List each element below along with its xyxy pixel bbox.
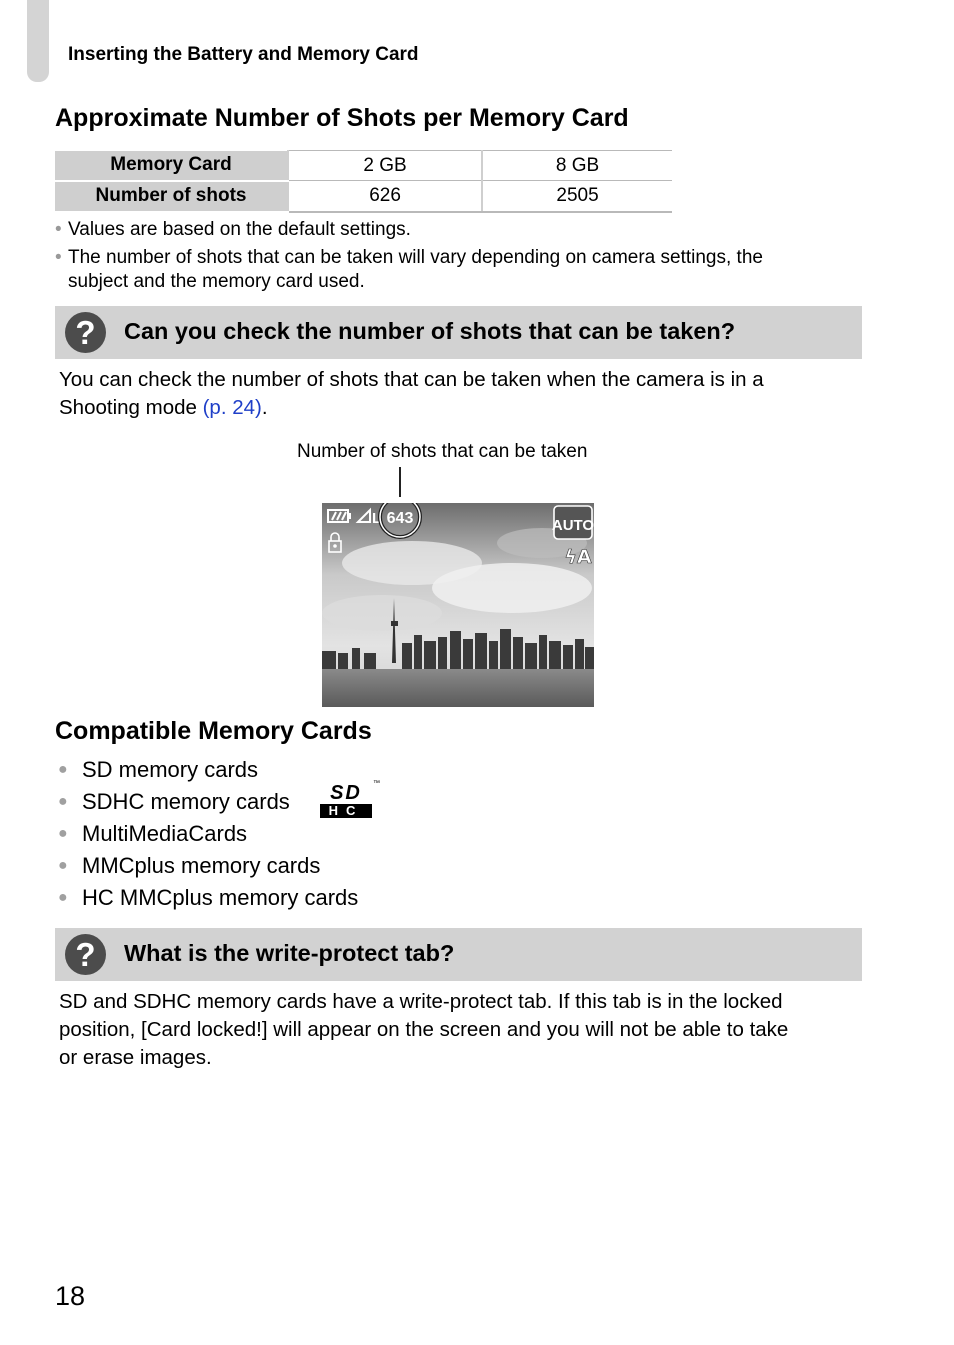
section-title-cards: Compatible Memory Cards [55, 717, 372, 745]
qa-answer-shots [59, 366, 764, 422]
qa-title: Can you check the number of shots that can be taken? [124, 318, 736, 344]
table-cell: 2 GB [288, 151, 482, 181]
table-cell: 8 GB [482, 151, 672, 181]
table-row [55, 181, 672, 212]
bullet-icon: ● [58, 889, 68, 906]
note-text: subject and the memory card used. [68, 271, 365, 292]
question-icon: ? [65, 934, 106, 975]
sdhc-logo-icon: SD ™ HC [320, 784, 376, 820]
figure-caption: Number of shots that can be taken [297, 441, 588, 462]
list-item-text: SD memory cards [82, 757, 259, 782]
bullet-icon: ● [58, 793, 68, 810]
qa-heading-shots [55, 306, 862, 359]
bullet-icon: • [55, 247, 62, 268]
camera-screen-image [322, 503, 594, 707]
bullet-icon: ● [58, 857, 68, 874]
note-item [55, 246, 763, 294]
list-item-text: SDHC memory cards [82, 789, 290, 814]
list-item-text: HC MMCplus memory cards [82, 885, 359, 910]
table-row-header: Number of shots [55, 181, 288, 212]
answer-text: . [261, 396, 268, 419]
auto-mode-icon [552, 506, 594, 539]
answer-text: You can check the number of shots that can be taken when the camera is in a [59, 368, 764, 391]
page-reference-link[interactable]: (p. 24) [202, 396, 262, 419]
list-item-text: MultiMediaCards [82, 821, 248, 846]
qa-title: What is the write-protect tab? [124, 940, 455, 966]
table-cell: 626 [288, 181, 482, 212]
camera-screen [322, 503, 594, 707]
table-row [55, 151, 672, 181]
svg-text:L: L [372, 510, 382, 527]
shots-counter: 643 [386, 510, 414, 527]
answer-text: Shooting mode [59, 396, 203, 419]
list-item-text: MMCplus memory cards [82, 853, 321, 878]
callout-line [399, 467, 401, 497]
page-number: 18 [55, 1281, 86, 1311]
bullet-icon: ● [58, 761, 68, 778]
table-row-header: Memory Card [55, 151, 288, 181]
answer-text: position, [Card locked!] will appear on the screen and you will not be able to take [59, 1018, 789, 1041]
table-cell: 2505 [482, 181, 672, 212]
bullet-icon: ● [58, 825, 68, 842]
flash-auto-icon: ϟA [564, 546, 592, 568]
auto-mode-label: AUTO [551, 517, 594, 534]
chapter-side-tab [27, 0, 49, 82]
qa-heading-write-protect [55, 928, 862, 981]
shots-table [55, 150, 672, 213]
answer-text: SD and SDHC memory cards have a write-protect tab. If this tab is in the locked [59, 990, 783, 1013]
bullet-icon: • [55, 219, 62, 240]
note-text: The number of shots that can be taken will vary depending on camera settings, the [68, 247, 763, 268]
note-item [55, 218, 411, 242]
running-head: Inserting the Battery and Memory Card [68, 44, 419, 65]
question-icon: ? [65, 312, 106, 353]
note-text: Values are based on the default settings. [68, 219, 411, 240]
section-title-shots: Approximate Number of Shots per Memory Card [55, 104, 629, 132]
answer-text: or erase images. [59, 1046, 212, 1069]
qa-answer-write-protect [59, 988, 788, 1072]
